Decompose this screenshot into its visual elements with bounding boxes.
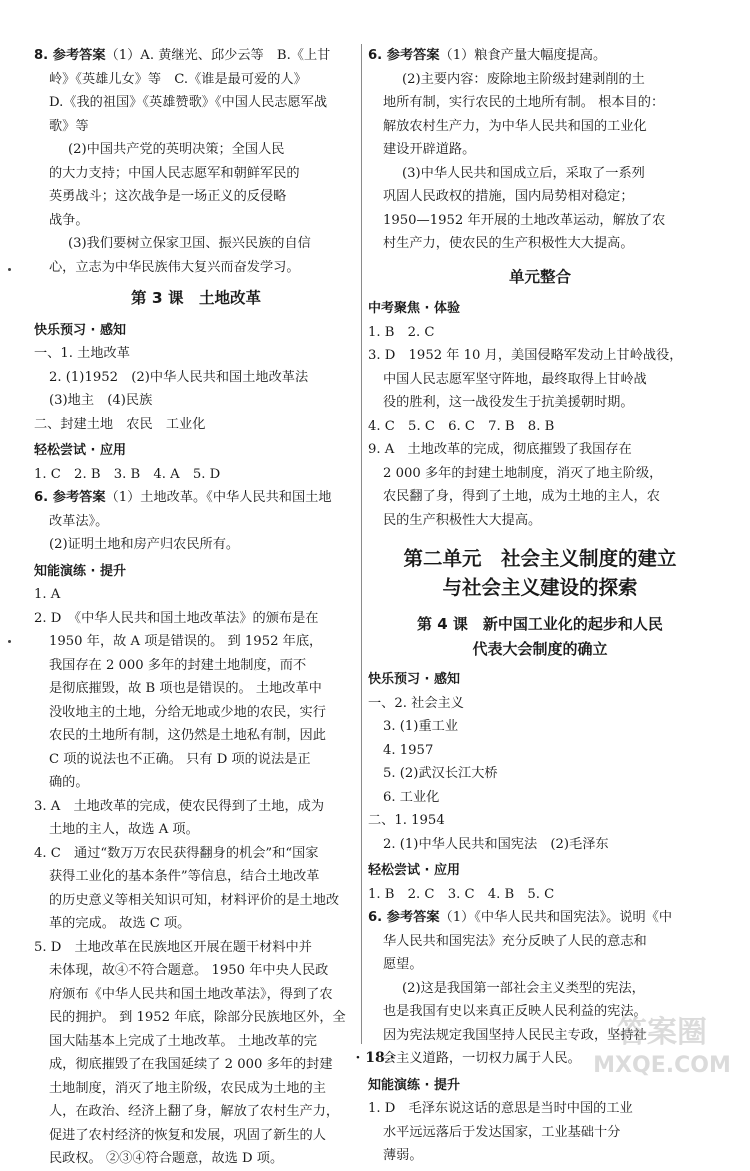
right-line-20: 第二单元 社会主义制度的建立: [403, 547, 677, 570]
left-line-19: 改革法》。: [49, 513, 109, 529]
svg-text:答案圈: 答案圈: [617, 1015, 707, 1050]
right-line-22: 快乐预习 · 感知: [368, 672, 460, 687]
page-number: · 18 ·: [355, 1050, 395, 1066]
right-line-4: 建设开辟道路。: [383, 142, 476, 157]
left-column: [34, 44, 358, 1171]
answer-label: 6. 参考答案: [368, 910, 440, 925]
left-line-11: 快乐预习 · 感知: [34, 322, 126, 338]
right-line-23: 一、2. 社会主义: [368, 695, 464, 711]
answer-label: 6. 参考答案: [368, 48, 440, 63]
right-line-20-sub: 与社会主义建设的探索: [442, 576, 638, 599]
left-line-21: 知能演练 · 提升: [34, 563, 126, 579]
left-line-3: 歌》等: [49, 118, 89, 134]
right-line-7: 1950—1952 年开展的土地改革运动，解放了农: [383, 212, 666, 228]
right-line-17: 2 000 多年的封建土地制度，消灭了地主阶级，: [383, 465, 663, 481]
left-line-2: D.《我的祖国》《英雄赞歌》《中国人民志愿军战: [49, 95, 328, 110]
right-line-19: 民的生产积极性大大提高。: [383, 512, 542, 528]
right-line-0: [368, 44, 712, 68]
right-line-11: 1. B 2. C: [368, 324, 435, 340]
left-line-14: (3)地主 (4)民族: [49, 393, 153, 408]
right-line-32: [368, 906, 712, 930]
margin-dot: [8, 640, 11, 643]
right-line-9: 单元整合: [508, 267, 571, 286]
left-line-37: 5. D 土地改革在民族地区开展在题干材料中并: [34, 939, 312, 955]
right-line-18: 农民翻了身，得到了土地，成为土地的主人，农: [383, 489, 660, 504]
answer-text: （1）土地改革。《中华人民共和国土地: [105, 490, 332, 505]
left-line-40: 民的拥护。 到 1952 年底，除部分民族地区外，全: [49, 1010, 346, 1025]
left-line-42: 成，彻底摧毁了在我国延续了 2 000 多年的封建: [49, 1057, 333, 1072]
right-line-1: (2)主要内容：废除地主阶级封建剥削的土: [402, 71, 645, 87]
left-line-33: 4. C 通过“数万万农民获得翻身的机会”和“国家: [34, 845, 319, 861]
right-line-42: 薄弱。: [383, 1148, 423, 1163]
right-line-28: 二、1. 1954: [368, 813, 445, 828]
left-line-30: 确的。: [49, 775, 89, 790]
left-line-18: [34, 486, 358, 510]
right-line-27: 6. 工业化: [383, 789, 440, 805]
right-line-6: 巩固人民政权的措施，国内局势相对稳定；: [383, 189, 634, 204]
right-line-5: (3)中华人民共和国成立后，采取了一系列: [402, 165, 645, 181]
left-line-27: 没收地主的土地，分给无地或少地的农民，实行: [49, 704, 326, 720]
right-line-31: 1. B 2. C 3. C 4. B 5. C: [368, 886, 555, 902]
left-line-1: 岭》《英雄儿女》等 C.《谁是最可爱的人》: [49, 71, 307, 87]
answer-text: （1）《中华人民共和国宪法》。说明《中: [439, 910, 673, 925]
right-line-35: (2)这是我国第一部社会主义类型的宪法，: [402, 980, 645, 996]
left-line-0: [34, 44, 358, 68]
left-line-4: (2)中国共产党的英明决策；全国人民: [68, 142, 285, 157]
right-line-12: 3. D 1952 年 10 月，美国侵略军发动上甘岭战役，: [368, 348, 683, 363]
right-line-14: 役的胜利，这一战役发生于抗美援朝时期。: [383, 395, 634, 410]
right-line-33: 华人民共和国宪法》充分反映了人民的意志和: [383, 933, 647, 949]
left-line-25: 我国存在 2 000 多年的封建土地制度，而不: [49, 657, 307, 673]
svg-text:MXQE.COM: MXQE.COM: [593, 1053, 731, 1078]
left-line-38: 未体现，故④不符合题意。 1950 年中央人民政: [49, 963, 329, 978]
left-line-23: 2. D 《中华人民共和国土地改革法》的颁布是在: [34, 610, 319, 626]
right-line-41: 水平远远落后于发达国家，工业基础十分: [383, 1124, 621, 1140]
left-line-16: 轻松尝试 · 应用: [34, 443, 126, 458]
right-line-26: 5. (2)武汉长江大桥: [383, 766, 498, 781]
right-line-34: 愿望。: [383, 957, 423, 972]
left-line-26: 是彻底摧毁，故 B 项也是错误的。 土地改革中: [49, 681, 322, 696]
left-line-39: 府颁布《中华人民共和国土地改革法》，得到了农: [49, 986, 333, 1002]
left-line-45: 促进了农村经济的恢复和发展，巩固了新生的人: [49, 1127, 326, 1143]
margin-dot: [8, 268, 11, 271]
left-line-20: (2)证明土地和房产归农民所有。: [49, 537, 240, 552]
column-divider: [361, 44, 362, 1044]
right-line-15: 4. C 5. C 6. C 7. B 8. B: [368, 418, 555, 434]
right-line-2: 地所有制，实行农民的土地所有制。 根本目的：: [383, 95, 665, 110]
right-line-10: 中考聚焦 · 体验: [368, 301, 460, 316]
watermark-logo: [585, 1010, 740, 1080]
right-line-37: 因为宪法规定我国坚持人民民主专政，坚持社: [383, 1027, 647, 1043]
answer-label: 8. 参考答案: [34, 48, 106, 63]
left-line-41: 国大陆基本上完成了土地改革。 土地改革的完: [49, 1033, 317, 1049]
right-line-25: 4. 1957: [383, 742, 434, 758]
right-line-21: 第 4 课 新中国工业化的起步和人民: [417, 615, 663, 633]
left-line-24: 1950 年，故 A 项是错误的。 到 1952 年底，: [49, 634, 323, 649]
right-line-29: 2. (1)中华人民共和国宪法 (2)毛泽东: [383, 836, 609, 852]
left-line-34: 获得工业化的基本条件”等信息，结合土地改革: [49, 869, 320, 884]
left-line-15: 二、封建土地 农民 工业化: [34, 416, 206, 432]
right-column: [368, 44, 712, 1168]
left-line-46: 民政权。 ②③④符合题意，故选 D 项。: [49, 1151, 284, 1166]
left-line-8: (3)我们要树立保家卫国、振兴民族的自信: [68, 236, 311, 251]
right-line-16: 9. A 土地改革的完成，彻底摧毁了我国存在: [368, 442, 632, 457]
right-line-38: 会主义道路，一切权力属于人民。: [383, 1051, 581, 1066]
left-line-13: 2. (1)1952 (2)中华人民共和国土地改革法: [49, 369, 309, 385]
answer-label: 6. 参考答案: [34, 490, 106, 505]
left-line-28: 农民的土地所有制，这仍然是土地私有制，因此: [49, 728, 326, 743]
right-line-36: 也是我国有史以来真正反映人民利益的宪法。: [383, 1004, 647, 1019]
left-line-7: 战争。: [49, 212, 89, 228]
right-line-24: 3. (1)重工业: [383, 719, 459, 734]
right-line-39: 知能演练 · 提升: [368, 1077, 460, 1093]
left-line-35: 的历史意义等相关知识可知，材料评价的是土地改: [49, 892, 340, 908]
right-line-40: 1. D 毛泽东说这话的意思是当时中国的工业: [368, 1101, 633, 1116]
answer-text: （1）A. 黄继光、邱少云等 B.《上甘: [105, 48, 331, 63]
left-line-32: 土地的主人，故选 A 项。: [49, 822, 199, 837]
left-line-36: 革的完成。 故选 C 项。: [49, 916, 191, 931]
right-line-30: 轻松尝试 · 应用: [368, 863, 460, 878]
right-line-13: 中国人民志愿军坚守阵地，最终取得上甘岭战: [383, 371, 647, 387]
answer-text: （1）粮食产量大幅度提高。: [439, 48, 607, 63]
left-line-29: C 项的说法也不正确。 只有 D 项的说法是正: [49, 751, 311, 767]
left-line-12: 一、1. 土地改革: [34, 346, 130, 361]
left-line-22: 1. A: [34, 587, 61, 602]
right-line-21-sub: 代表大会制度的确立: [472, 640, 608, 658]
left-line-43: 土地制度，消灭了地主阶级，农民成为土地的主: [49, 1080, 326, 1096]
left-line-44: 人，在政治、经济上翻了身，解放了农村生产力，: [49, 1104, 340, 1119]
left-line-5: 的大力支持；中国人民志愿军和朝鲜军民的: [49, 165, 300, 181]
left-line-6: 英勇战斗；这次战争是一场正义的反侵略: [49, 189, 287, 204]
left-line-31: 3. A 土地改革的完成，使农民得到了土地，成为: [34, 798, 325, 814]
right-line-8: 村生产力，使农民的生产积极性大大提高。: [383, 236, 634, 251]
left-line-17: 1. C 2. B 3. B 4. A 5. D: [34, 466, 221, 482]
left-line-10: 第 3 课 土地改革: [130, 289, 262, 307]
right-line-3: 解放农村生产力，为中华人民共和国的工业化: [383, 118, 647, 134]
left-line-9: 心，立志为中华民族伟大复兴而奋发学习。: [49, 259, 300, 275]
